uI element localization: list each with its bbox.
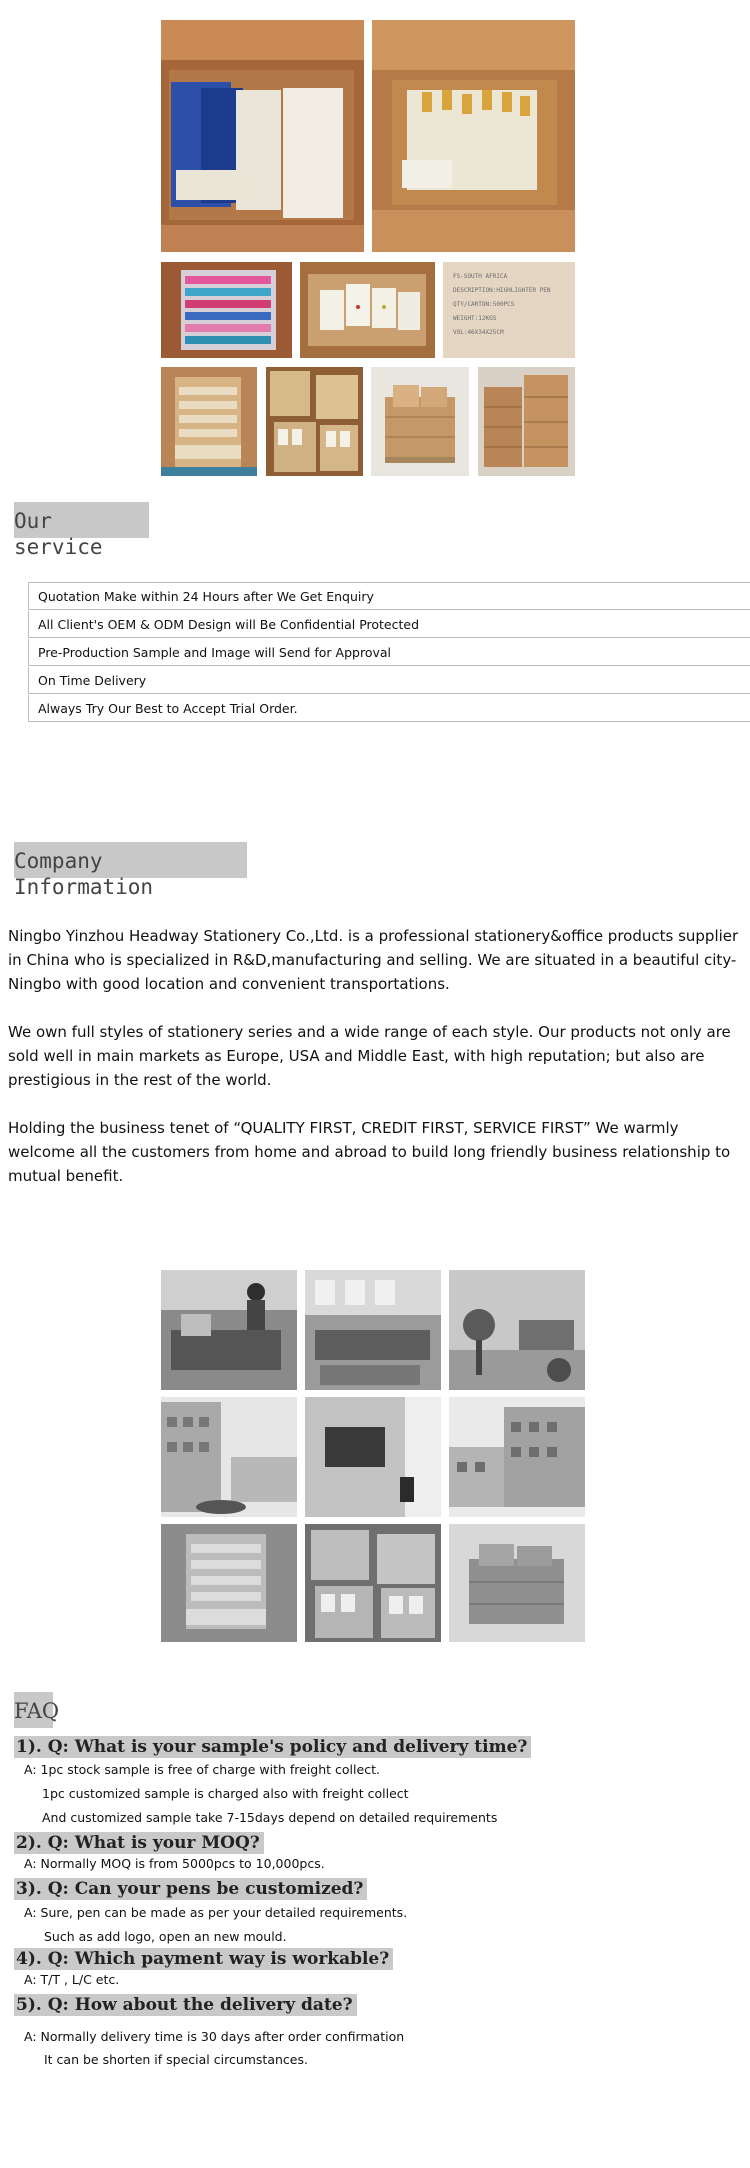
- faq-heading: FAQ: [14, 1692, 53, 1728]
- faq-question-5: 5). Q: How about the delivery date?: [14, 1994, 357, 2016]
- company-paragraph: Ningbo Yinzhou Headway Stationery Co.,Ltd. is a professional stationery&office products supplier in China who is specialized in R&D,manufacturing and selling. We are situated in a beautiful city-Ningbo with good location and convenient transportations.: [8, 927, 739, 993]
- faq-answer-2-line1: A: Normally MOQ is from 5000pcs to 10,000pcs.: [24, 1856, 325, 1871]
- company-paragraph: Holding the business tenet of “QUALITY FIRST, CREDIT FIRST, SERVICE FIRST” We warmly welcome all the customers from home and abroad to build long friendly business relationship to mutual benefit.: [8, 1119, 731, 1185]
- our-service-heading: Our service: [14, 502, 149, 538]
- svg-text:DESCRIPTION:HIGHLIGHTER PEN: DESCRIPTION:HIGHLIGHTER PEN: [453, 287, 551, 294]
- service-item: On Time Delivery: [28, 667, 750, 694]
- service-item: Quotation Make within 24 Hours after We Get Enquiry: [28, 583, 750, 610]
- company-description: [8, 924, 746, 1212]
- faq-answer-1-line1: A: 1pc stock sample is free of charge with freight collect.: [24, 1762, 380, 1777]
- faq-answer-5-line2: It can be shorten if special circumstances.: [44, 2052, 308, 2067]
- service-list: [28, 582, 750, 722]
- faq-question-4: 4). Q: Which payment way is workable?: [14, 1948, 393, 1970]
- photo-carton-white-pens: [372, 20, 575, 252]
- faq-question-3: 3). Q: Can your pens be customized?: [14, 1878, 367, 1900]
- svg-text:QTY/CARTON:500PCS: QTY/CARTON:500PCS: [453, 301, 515, 308]
- faq-answer-4-line1: A: T/T , L/C etc.: [24, 1972, 120, 1987]
- svg-text:WEIGHT:12KGS: WEIGHT:12KGS: [453, 315, 497, 322]
- photo-colorful-pens-bag: [161, 262, 292, 358]
- photo-boxed-pens-cartons: [266, 367, 363, 476]
- faq-question-1: 1). Q: What is your sample's policy and delivery time?: [14, 1736, 531, 1758]
- photo-reception-room: [305, 1397, 441, 1517]
- photo-carton-white-boxes: [300, 262, 435, 358]
- faq-answer-3-line1: A: Sure, pen can be made as per your detailed requirements.: [24, 1905, 408, 1920]
- photo-warehouse-cartons: [478, 367, 575, 476]
- photo-stacked-cartons-gray: [161, 1524, 297, 1642]
- company-paragraph: We own full styles of stationery series and a wide range of each style. Our products not only are sold well in main markets as Europe, USA and Middle East, with high reputation; but also are prestigious in the rest of the world.: [8, 1023, 731, 1089]
- photo-pallet-cartons: [371, 367, 469, 476]
- company-information-heading: Company Information: [14, 842, 247, 878]
- photo-factory-worker: [161, 1270, 297, 1390]
- service-item: All Client's OEM & ODM Design will Be Confidential Protected: [28, 611, 750, 638]
- faq-answer-1-line2: 1pc customized sample is charged also with freight collect: [42, 1786, 409, 1801]
- svg-text:FS-SOUTH AFRICA: FS-SOUTH AFRICA: [453, 273, 508, 280]
- photo-stacked-cartons-open: [161, 367, 257, 476]
- photo-production-floor: [305, 1270, 441, 1390]
- photo-office-lobby: [449, 1270, 585, 1390]
- service-item: Pre-Production Sample and Image will Send for Approval: [28, 639, 750, 666]
- photo-pallet-gray: [449, 1524, 585, 1642]
- photo-factory-exterior: [449, 1397, 585, 1517]
- photo-shipping-label: [443, 262, 575, 358]
- service-item: Always Try Our Best to Accept Trial Order.: [28, 695, 750, 722]
- faq-answer-5-line1: A: Normally delivery time is 30 days after order confirmation: [24, 2029, 405, 2044]
- photo-carton-blue-pens: [161, 20, 364, 252]
- faq-answer-3-line2: Such as add logo, open an new mould.: [44, 1929, 287, 1944]
- photo-factory-building: [161, 1397, 297, 1517]
- photo-boxed-pens-gray: [305, 1524, 441, 1642]
- faq-question-2: 2). Q: What is your MOQ?: [14, 1832, 264, 1854]
- faq-answer-1-line3: And customized sample take 7-15days depend on detailed requirements: [42, 1810, 498, 1825]
- svg-text:VOL:46X34X25CM: VOL:46X34X25CM: [453, 329, 504, 336]
